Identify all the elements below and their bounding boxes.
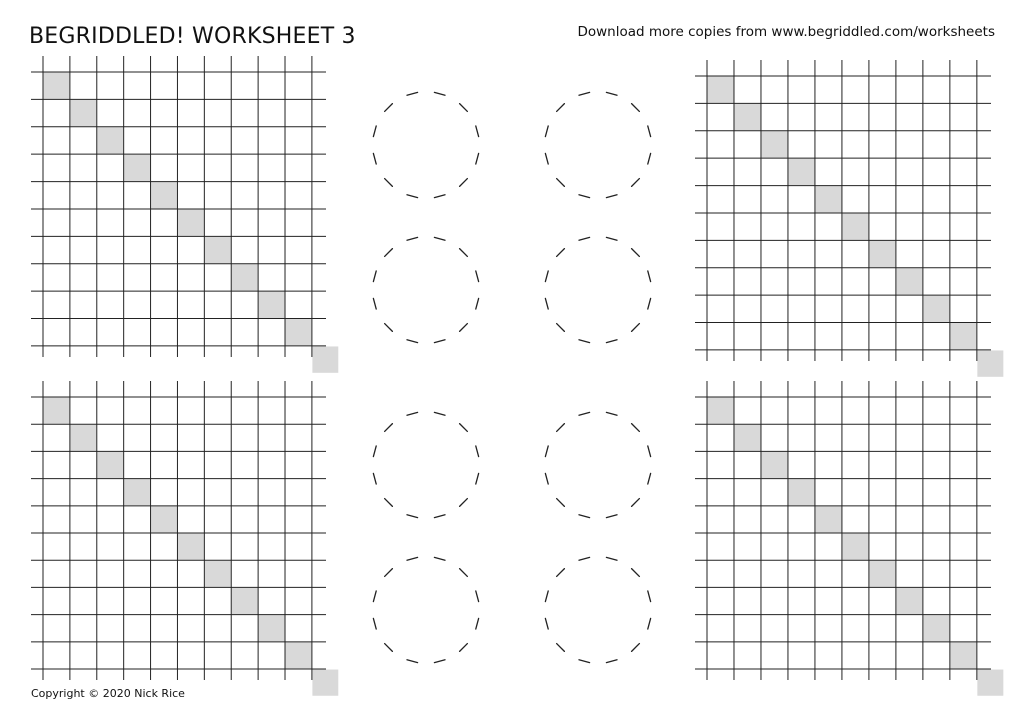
circle-tick-mark (648, 153, 651, 164)
circle-tick-mark (648, 618, 651, 629)
circle-tick-mark (632, 179, 640, 187)
circle-tick-mark (460, 499, 468, 507)
shaded-cell (312, 670, 338, 696)
dial-circle[interactable] (373, 557, 478, 662)
answer-grid[interactable] (31, 381, 338, 696)
shaded-cell (734, 104, 760, 130)
circle-tick-mark (434, 195, 445, 198)
circle-tick-mark (579, 412, 590, 415)
circle-tick-mark (648, 446, 651, 457)
dial-circle[interactable] (545, 557, 650, 662)
circle-tick-mark (632, 424, 640, 432)
worksheet-title: BEGRIDDLED! WORKSHEET 3 (29, 24, 356, 49)
circle-tick-mark (557, 569, 565, 577)
circle-tick-mark (385, 424, 393, 432)
shaded-cell (788, 479, 814, 505)
circle-tick-mark (606, 515, 617, 518)
circle-tick-mark (606, 92, 617, 95)
circle-tick-mark (476, 298, 479, 309)
dial-circle[interactable] (545, 412, 650, 517)
shaded-cell (124, 479, 150, 505)
circle-tick-mark (385, 249, 393, 257)
circle-tick-mark (476, 126, 479, 137)
circle-tick-mark (373, 473, 376, 484)
shaded-cell (286, 319, 312, 345)
circle-tick-mark (434, 660, 445, 663)
copyright-note: Copyright © 2020 Nick Rice (31, 687, 185, 700)
circle-tick-mark (373, 271, 376, 282)
circle-tick-mark (557, 644, 565, 652)
dial-circle[interactable] (373, 412, 478, 517)
shaded-cell (70, 100, 96, 126)
circle-tick-mark (373, 618, 376, 629)
shaded-cell (950, 323, 976, 349)
circle-tick-mark (648, 271, 651, 282)
circle-tick-mark (434, 557, 445, 560)
circle-tick-mark (460, 324, 468, 332)
circle-tick-mark (407, 92, 418, 95)
circle-tick-mark (579, 92, 590, 95)
circle-tick-mark (579, 237, 590, 240)
shaded-cell (896, 588, 922, 614)
shaded-cell (761, 131, 787, 157)
shaded-cell (923, 615, 949, 641)
circle-tick-mark (606, 340, 617, 343)
shaded-cell (708, 398, 734, 424)
circle-tick-mark (373, 591, 376, 602)
circle-tick-mark (460, 644, 468, 652)
shaded-cell (97, 127, 123, 153)
shaded-cell (869, 241, 895, 267)
circle-tick-mark (434, 340, 445, 343)
circle-tick-mark (385, 569, 393, 577)
shaded-cell (815, 506, 841, 532)
shaded-cell (815, 186, 841, 212)
circle-tick-mark (545, 298, 548, 309)
circle-tick-mark (579, 557, 590, 560)
circle-tick-mark (385, 499, 393, 507)
circle-tick-mark (460, 179, 468, 187)
circle-tick-mark (373, 126, 376, 137)
circle-tick-mark (434, 515, 445, 518)
dial-circle[interactable] (373, 92, 478, 197)
circle-tick-mark (557, 104, 565, 112)
shaded-cell (178, 534, 204, 560)
shaded-cell (761, 452, 787, 478)
circle-tick-mark (476, 271, 479, 282)
circle-tick-mark (648, 298, 651, 309)
circle-tick-mark (460, 104, 468, 112)
circle-tick-mark (606, 660, 617, 663)
circle-tick-mark (373, 446, 376, 457)
circle-tick-mark (557, 179, 565, 187)
shaded-cell (923, 296, 949, 322)
circle-tick-mark (385, 644, 393, 652)
shaded-cell (977, 350, 1003, 376)
circle-tick-mark (557, 324, 565, 332)
circle-tick-mark (648, 126, 651, 137)
shaded-cell (259, 615, 285, 641)
circle-tick-mark (632, 644, 640, 652)
circle-tick-mark (434, 412, 445, 415)
download-note: Download more copies from www.begriddled.com/worksheets (577, 24, 995, 40)
circle-tick-mark (407, 340, 418, 343)
shaded-cell (124, 155, 150, 181)
circle-tick-mark (606, 557, 617, 560)
shaded-cell (259, 292, 285, 318)
shaded-cell (97, 452, 123, 478)
circle-tick-mark (545, 126, 548, 137)
circle-tick-mark (557, 499, 565, 507)
circle-tick-mark (385, 179, 393, 187)
circle-tick-mark (557, 424, 565, 432)
dial-circle[interactable] (545, 237, 650, 342)
circle-tick-mark (632, 104, 640, 112)
circle-tick-mark (632, 324, 640, 332)
circle-tick-mark (545, 591, 548, 602)
circle-tick-mark (460, 424, 468, 432)
circle-tick-mark (632, 499, 640, 507)
shaded-cell (151, 506, 177, 532)
circle-tick-mark (632, 569, 640, 577)
answer-grid[interactable] (31, 56, 338, 373)
circle-tick-mark (579, 660, 590, 663)
shaded-cell (205, 237, 231, 263)
circle-tick-mark (476, 473, 479, 484)
shaded-cell (788, 159, 814, 185)
circle-tick-mark (373, 298, 376, 309)
circle-tick-mark (648, 591, 651, 602)
dial-circle[interactable] (373, 237, 478, 342)
shaded-cell (734, 425, 760, 451)
shaded-cell (178, 209, 204, 235)
circle-tick-mark (407, 412, 418, 415)
circle-tick-mark (407, 660, 418, 663)
shaded-cell (286, 642, 312, 668)
circle-tick-mark (557, 249, 565, 257)
circle-tick-mark (460, 569, 468, 577)
circle-tick-mark (476, 591, 479, 602)
circle-tick-mark (407, 237, 418, 240)
circle-tick-mark (407, 195, 418, 198)
shaded-cell (70, 425, 96, 451)
shaded-cell (708, 77, 734, 103)
circle-tick-mark (460, 249, 468, 257)
shaded-cell (842, 213, 868, 239)
circle-tick-mark (434, 237, 445, 240)
circle-tick-mark (606, 412, 617, 415)
circle-tick-mark (385, 324, 393, 332)
circle-tick-mark (545, 446, 548, 457)
shaded-cell (151, 182, 177, 208)
circle-tick-mark (606, 195, 617, 198)
shaded-cell (950, 642, 976, 668)
circle-tick-mark (545, 271, 548, 282)
circle-tick-mark (476, 618, 479, 629)
circle-tick-mark (373, 153, 376, 164)
circle-tick-mark (648, 473, 651, 484)
shaded-cell (205, 561, 231, 587)
shaded-cell (977, 670, 1003, 696)
shaded-cell (842, 534, 868, 560)
dial-circle[interactable] (545, 92, 650, 197)
shaded-cell (869, 561, 895, 587)
shaded-cell (232, 264, 258, 290)
circle-tick-mark (476, 153, 479, 164)
answer-grid[interactable] (695, 381, 1003, 696)
answer-grid[interactable] (695, 60, 1003, 377)
shaded-cell (896, 268, 922, 294)
shaded-cell (232, 588, 258, 614)
circle-tick-mark (632, 249, 640, 257)
circle-tick-mark (407, 557, 418, 560)
circle-tick-mark (545, 473, 548, 484)
circle-tick-mark (545, 618, 548, 629)
circle-tick-mark (545, 153, 548, 164)
circle-tick-mark (579, 195, 590, 198)
shaded-cell (44, 73, 70, 99)
circle-tick-mark (606, 237, 617, 240)
circle-tick-mark (476, 446, 479, 457)
circle-tick-mark (434, 92, 445, 95)
shaded-cell (44, 398, 70, 424)
shaded-cell (312, 346, 338, 372)
circle-tick-mark (407, 515, 418, 518)
circle-tick-mark (579, 515, 590, 518)
circle-tick-mark (579, 340, 590, 343)
circle-tick-mark (385, 104, 393, 112)
